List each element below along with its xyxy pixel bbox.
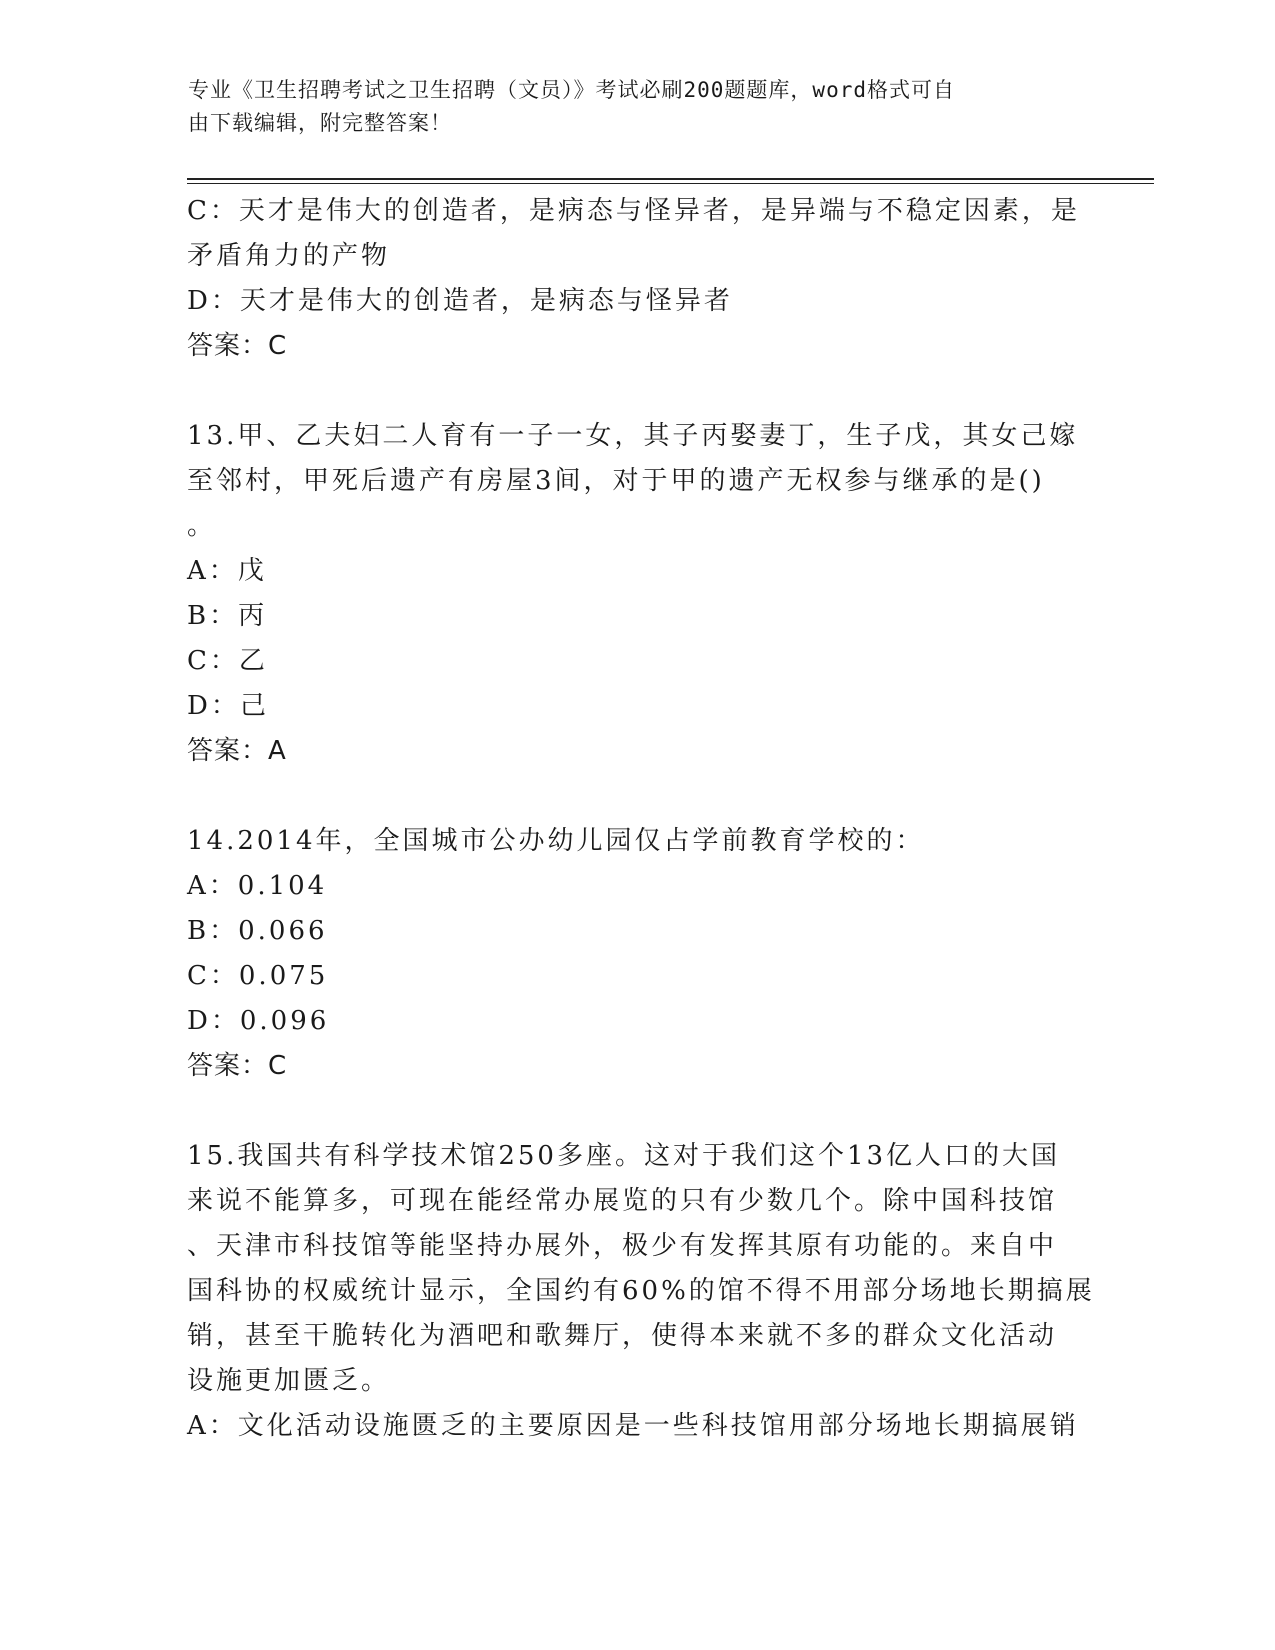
text-line: C：0.075 <box>187 961 329 991</box>
text-line: A：戊 <box>187 556 267 586</box>
text-line: A：文化活动设施匮乏的主要原因是一些科技馆用部分场地长期搞展销 <box>187 1411 1079 1441</box>
paragraph-gap <box>187 369 1087 414</box>
text-line: 13.甲、乙夫妇二人育有一子一女，其子丙娶妻丁，生子戊，其女己嫁 <box>187 421 1079 451</box>
text-line: 国科协的权威统计显示，全国约有60%的馆不得不用部分场地长期搞展 <box>187 1276 1095 1306</box>
header-divider-thick <box>187 178 1154 180</box>
paragraph-gap <box>187 1089 1087 1134</box>
text-line: B：丙 <box>187 601 268 631</box>
answer-line: 答案：C <box>187 331 288 361</box>
text-line: D：天才是伟大的创造者，是病态与怪异者 <box>187 286 733 316</box>
text-line: 至邻村，甲死后遗产有房屋3间，对于甲的遗产无权参与继承的是() <box>187 466 1045 496</box>
text-line: D：0.096 <box>187 1006 330 1036</box>
text-line: C：天才是伟大的创造者，是病态与怪异者，是异端与不稳定因素，是 <box>187 196 1080 226</box>
text-line: 来说不能算多，可现在能经常办展览的只有少数几个。除中国科技馆 <box>187 1186 1058 1216</box>
header-line-2: 由下载编辑，附完整答案！ <box>188 111 452 135</box>
text-line: B：0.066 <box>187 916 328 946</box>
text-line: 。 <box>187 511 217 541</box>
text-line: 14.2014年，全国城市公办幼儿园仅占学前教育学校的： <box>187 826 925 856</box>
text-line: 设施更加匮乏。 <box>187 1366 391 1396</box>
page-header <box>188 74 1068 140</box>
text-line: 、天津市科技馆等能坚持办展外，极少有发挥其原有功能的。来自中 <box>187 1231 1058 1261</box>
text-line: 矛盾角力的产物 <box>187 241 391 271</box>
header-line-1: 专业《卫生招聘考试之卫生招聘（文员）》考试必刷200题题库，word格式可自 <box>188 78 955 102</box>
text-line: D：己 <box>187 691 269 721</box>
paragraph-gap <box>187 774 1087 819</box>
answer-line: 答案：C <box>187 1051 288 1081</box>
text-line: C：乙 <box>187 646 268 676</box>
header-divider-thin <box>187 183 1154 184</box>
answer-line: 答案：A <box>187 736 287 766</box>
question-content <box>187 189 1095 1449</box>
text-line: 销，甚至干脆转化为酒吧和歌舞厅，使得本来就不多的群众文化活动 <box>187 1321 1058 1351</box>
text-line: A：0.104 <box>187 871 328 901</box>
text-line: 15.我国共有科学技术馆250多座。这对于我们这个13亿人口的大国 <box>187 1141 1061 1171</box>
